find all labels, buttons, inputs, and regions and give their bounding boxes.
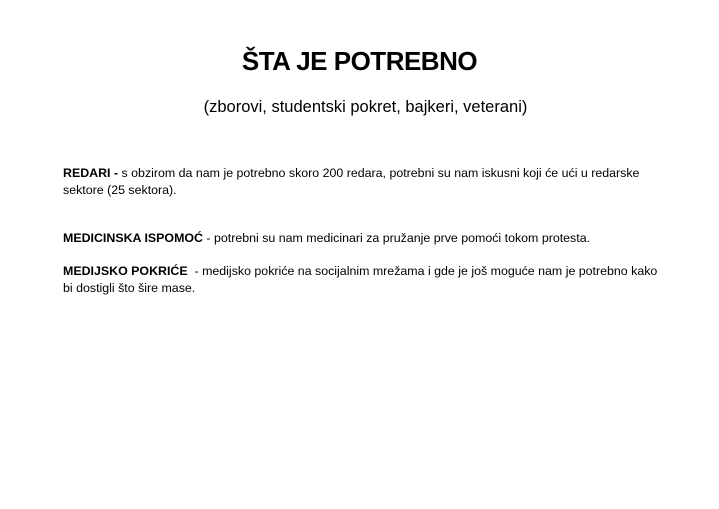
section-text: - potrebni su nam medicinari za pružanje prve pomoći tokom protesta.	[202, 231, 591, 245]
section-redari	[63, 165, 663, 198]
section-medicinska-ispomoc	[63, 230, 663, 247]
section-label: MEDICINSKA ISPOMOĆ	[63, 231, 203, 245]
section-text: - medijsko pokriće na socijalnim mrežama i gde je još moguće nam je potrebno kako bi dostigli što šire mase.	[63, 264, 661, 295]
page-title: ŠTA JE POTREBNO	[241, 46, 478, 76]
section-medijsko-pokrice	[63, 263, 663, 296]
section-label: REDARI -	[63, 166, 119, 180]
page-subtitle: (zborovi, studentski pokret, bajkeri, veterani)	[203, 98, 528, 116]
section-label: MEDIJSKO POKRIĆE	[63, 264, 188, 278]
section-text: s obzirom da nam je potrebno skoro 200 redara, potrebni su nam iskusni koji će ući u redarske sektore (25 sektora).	[63, 166, 640, 197]
